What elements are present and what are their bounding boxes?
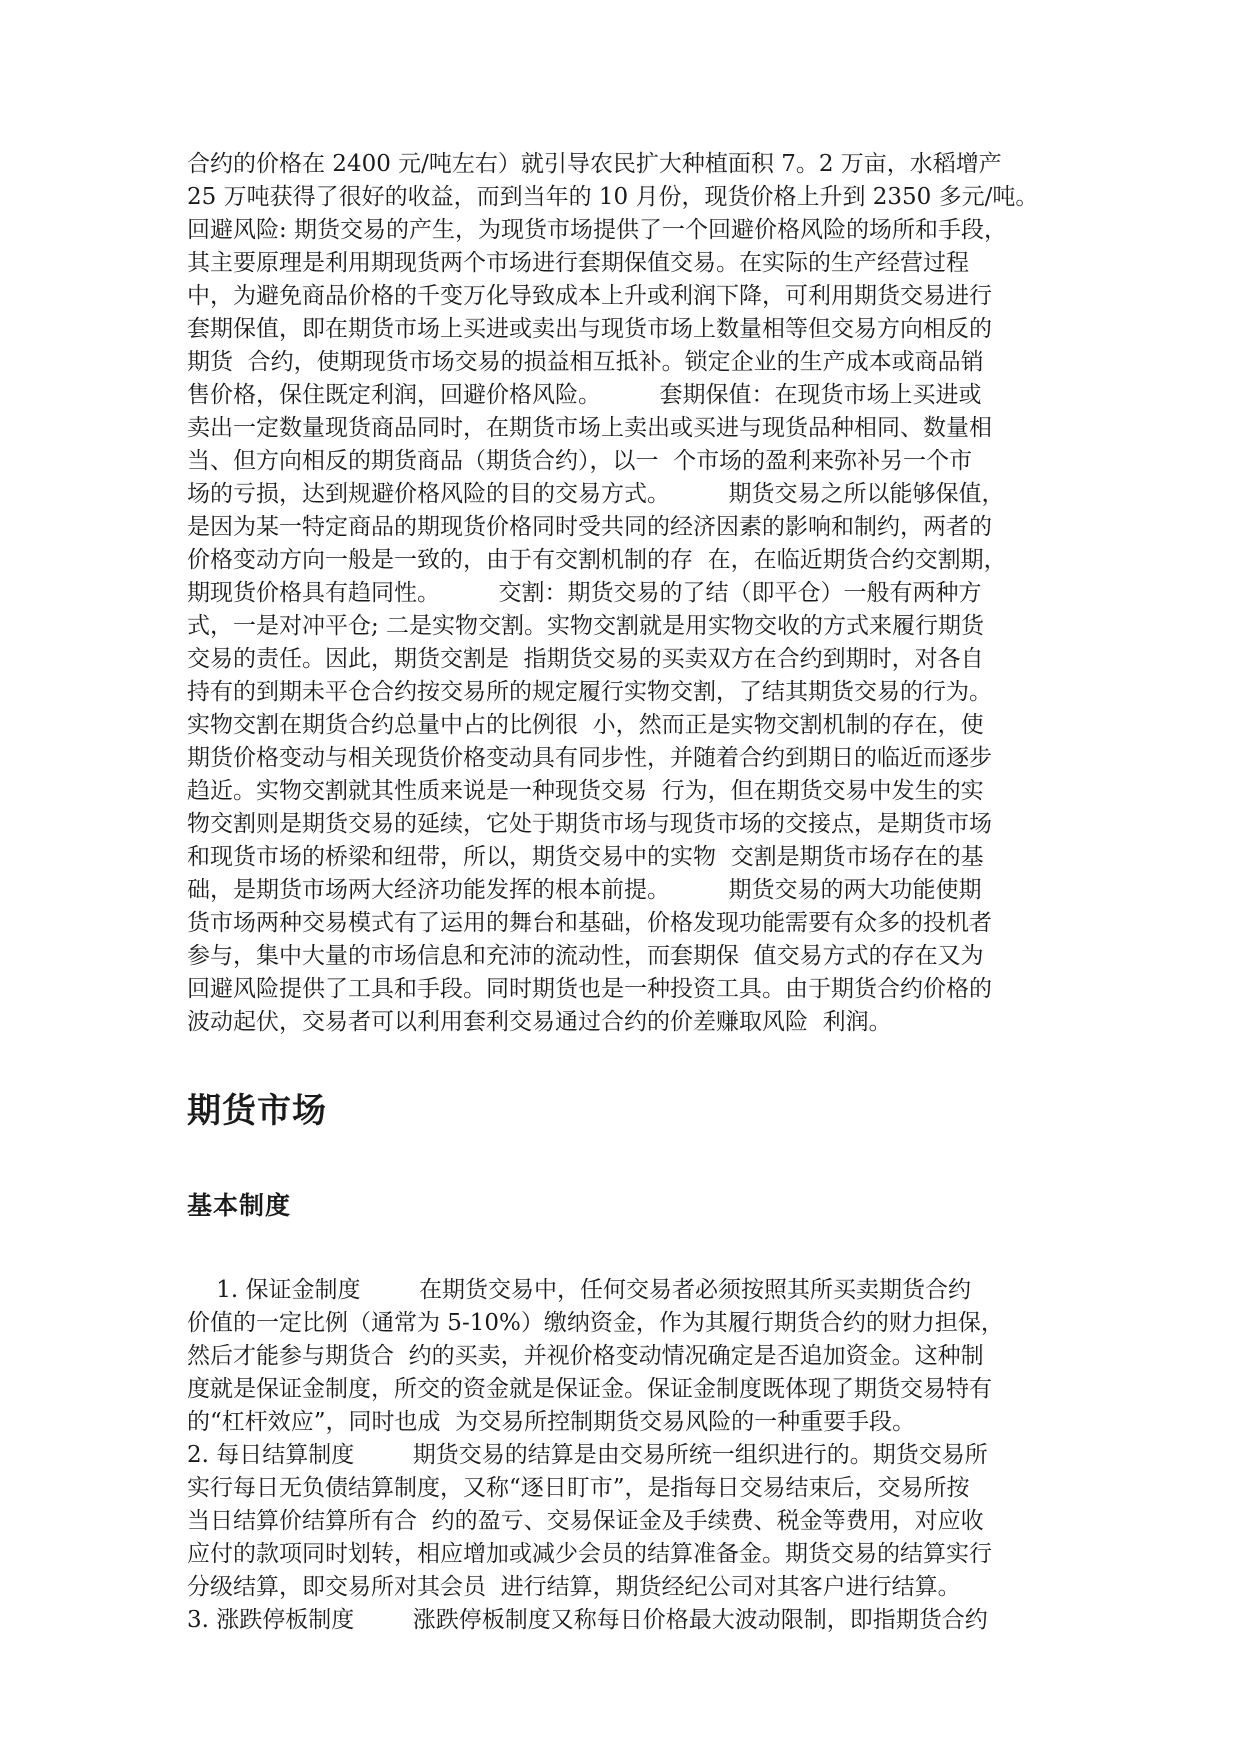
bottom-paragraph-line: 应付的款项同时划转，相应增加或减少会员的结算准备金。期货交易的结算实行 bbox=[187, 1541, 992, 1567]
top-paragraph-line: 卖出一定数量现货商品同时，在期货市场上卖出或买进与现货品种相同、数量相 bbox=[187, 415, 992, 441]
top-paragraph-line: 式，一是对冲平仓; 二是实物交割。实物交割就是用实物交收的方式来履行期货 bbox=[187, 613, 985, 639]
top-paragraph-line: 套期保值，即在期货市场上买进或卖出与现货市场上数量相等但交易方向相反的 bbox=[187, 316, 992, 342]
top-paragraph bbox=[187, 148, 1057, 1039]
top-paragraph-line: 趋近。实物交割就其性质来说是一种现货交易 行为，但在期货交易中发生的实 bbox=[187, 778, 984, 804]
bottom-paragraph bbox=[187, 1274, 1057, 1637]
top-paragraph-line: 价格变动方向一般是一致的，由于有交割机制的存 在，在临近期货合约交割期， bbox=[187, 547, 1007, 573]
top-paragraph-line: 础，是期货市场两大经济功能发挥的根本前提。 期货交易的两大功能使期 bbox=[187, 877, 982, 903]
document-page bbox=[187, 148, 1057, 1637]
top-paragraph-line: 持有的到期未平仓合约按交易所的规定履行实物交割，了结其期货交易的行为。 bbox=[187, 679, 992, 705]
top-paragraph-line: 当、但方向相反的期货商品（期货合约），以一 个市场的盈利来弥补另一个市 bbox=[187, 448, 973, 474]
top-paragraph-line: 是因为某一特定商品的期现货价格同时受共同的经济因素的影响和制约，两者的 bbox=[187, 514, 992, 540]
top-paragraph-line: 25 万吨获得了很好的收益，而到当年的 10 月份，现货价格上升到 2350 多元/吨。 bbox=[187, 184, 1039, 210]
top-paragraph-line: 参与，集中大量的市场信息和充沛的流动性，而套期保 值交易方式的存在又为 bbox=[187, 943, 984, 969]
bottom-paragraph-line: 1. 保证金制度 在期货交易中，任何交易者必须按照其所买卖期货合约 bbox=[187, 1277, 971, 1303]
subsection-heading: 基本制度 bbox=[187, 1191, 292, 1220]
top-paragraph-line: 合约的价格在 2400 元/吨左右）就引导农民扩大种植面积 7。2 万亩，水稻增产 bbox=[187, 151, 1002, 177]
top-paragraph-line: 期现货价格具有趋同性。 交割：期货交易的了结（即平仓）一般有两种方 bbox=[187, 580, 982, 606]
top-paragraph-line: 货市场两种交易模式有了运用的舞台和基础，价格发现功能需要有众多的投机者 bbox=[187, 910, 992, 936]
top-paragraph-line: 场的亏损，达到规避价格风险的目的交易方式。 期货交易之所以能够保值， bbox=[187, 481, 1005, 507]
top-paragraph-line: 期货 合约，使期现货市场交易的损益相互抵补。锁定企业的生产成本或商品销 bbox=[187, 349, 984, 375]
bottom-paragraph-line: 度就是保证金制度，所交的资金就是保证金。保证金制度既体现了期货交易特有 bbox=[187, 1376, 992, 1402]
bottom-paragraph-line: 2. 每日结算制度 期货交易的结算是由交易所统一组织进行的。期货交易所 bbox=[187, 1442, 988, 1468]
top-paragraph-line: 交易的责任。因此，期货交割是 指期货交易的买卖双方在合约到期时，对各自 bbox=[187, 646, 984, 672]
bottom-paragraph-line: 3. 涨跌停板制度 涨跌停板制度又称每日价格最大波动限制，即指期货合约 bbox=[187, 1607, 988, 1633]
top-paragraph-line: 中，为避免商品价格的千变万化导致成本上升或利润下降，可利用期货交易进行 bbox=[187, 283, 992, 309]
top-paragraph-line: 和现货市场的桥梁和纽带，所以，期货交易中的实物 交割是期货市场存在的基 bbox=[187, 844, 984, 870]
top-paragraph-line: 实物交割在期货合约总量中占的比例很 小，然而正是实物交割机制的存在，使 bbox=[187, 712, 984, 738]
top-paragraph-line: 物交割则是期货交易的延续，它处于期货市场与现货市场的交接点，是期货市场 bbox=[187, 811, 992, 837]
bottom-paragraph-line: 的“杠杆效应”，同时也成 为交易所控制期货交易风险的一种重要手段。 bbox=[187, 1409, 916, 1435]
top-paragraph-line: 回避风险: 期货交易的产生，为现货市场提供了一个回避价格风险的场所和手段， bbox=[187, 217, 1008, 243]
top-paragraph-line: 期货价格变动与相关现货价格变动具有同步性，并随着合约到期日的临近而逐步 bbox=[187, 745, 992, 771]
top-paragraph-line: 波动起伏，交易者可以利用套利交易通过合约的价差赚取风险 利润。 bbox=[187, 1009, 892, 1035]
top-paragraph-line: 其主要原理是利用期现货两个市场进行套期保值交易。在实际的生产经营过程 bbox=[187, 250, 969, 276]
bottom-paragraph-line: 价值的一定比例（通常为 5-10%）缴纳资金，作为其履行期货合约的财力担保， bbox=[187, 1310, 1004, 1336]
bottom-paragraph-line: 当日结算价结算所有合 约的盈亏、交易保证金及手续费、税金等费用，对应收 bbox=[187, 1508, 984, 1534]
bottom-paragraph-line: 分级结算，即交易所对其会员 进行结算，期货经纪公司对其客户进行结算。 bbox=[187, 1574, 961, 1600]
spacer bbox=[187, 1221, 1057, 1274]
bottom-paragraph-line: 实行每日无负债结算制度，又称“逐日盯市”，是指每日交易结束后，交易所按 bbox=[187, 1475, 970, 1501]
bottom-paragraph-line: 然后才能参与期货合 约的买卖，并视价格变动情况确定是否追加资金。这种制 bbox=[187, 1343, 984, 1369]
top-paragraph-line: 回避风险提供了工具和手段。同时期货也是一种投资工具。由于期货合约价格的 bbox=[187, 976, 992, 1002]
top-paragraph-line: 售价格，保住既定利润，回避价格风险。 套期保值：在现货市场上买进或 bbox=[187, 382, 982, 408]
section-heading: 期货市场 bbox=[187, 1091, 327, 1131]
